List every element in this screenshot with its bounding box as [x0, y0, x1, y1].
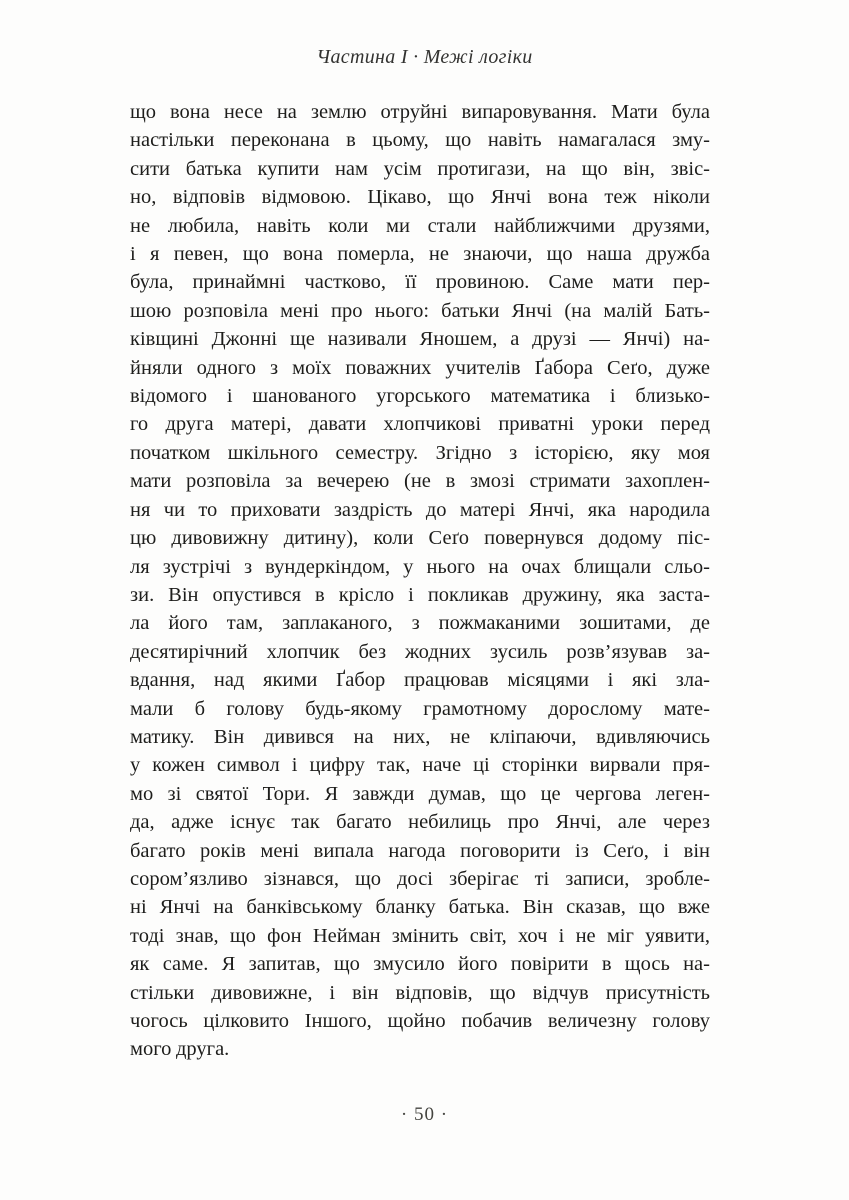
body-text-line: ня чи то приховати заздрість до матері Янчі, яка народила: [130, 498, 710, 521]
body-text-line: стільки дивовижне, і він відповів, що відчув присутність: [130, 981, 710, 1004]
body-text-line: вдання, над якими Ґабор працював місяцями і які зла-: [130, 669, 710, 692]
body-text-line: і я певен, що вона померла, не знаючи, що наша дружба: [130, 243, 710, 266]
body-text-line: ля зустрічі з вундеркіндом, у нього на очах блищали сльо-: [130, 555, 710, 578]
body-text-line: но, відповів відмовою. Цікаво, що Янчі вона теж ніколи: [130, 186, 710, 209]
body-text-line: шою розповіла мені про нього: батьки Янчі (на малій Бать-: [130, 299, 710, 322]
page-number: · 50 ·: [400, 1104, 449, 1125]
body-text-line: матику. Він дивився на них, не кліпаючи, вдивляючись: [130, 725, 710, 748]
body-text-line: як саме. Я запитав, що змусило його повірити в щось на-: [130, 953, 710, 976]
body-text-line: мо зі святої Тори. Я завжди думав, що це чергова леген-: [130, 782, 710, 805]
body-text: [130, 98, 710, 1064]
body-text-line: мати розповіла за вечерею (не в змозі стримати захоплен-: [130, 470, 710, 493]
body-text-line: настільки переконана в цьому, що навіть намагалася зму-: [130, 129, 710, 152]
body-text-line: йняли одного з моїх поважних учителів Ґабора Сеґо, дуже: [130, 356, 710, 379]
body-text-line: зи. Він опустився в крісло і покликав дружину, яка заста-: [130, 583, 710, 606]
body-text-line: у кожен символ і цифру так, наче ці сторінки вирвали пря-: [130, 754, 710, 777]
body-text-line: багато років мені випала нагода поговорити із Сеґо, і він: [130, 839, 710, 862]
body-text-line: не любила, навіть коли ми стали найближчими друзями,: [130, 214, 710, 237]
body-text-line: десятирічний хлопчик без жодних зусиль розв’язував за-: [130, 640, 710, 663]
body-text-line: го друга матері, давати хлопчикові приватні уроки перед: [130, 413, 710, 436]
body-text-line: да, адже існує так багато небилиць про Янчі, але через: [130, 811, 710, 834]
body-text-line: мали б голову будь-якому грамотному дорослому мате-: [130, 697, 710, 720]
body-text-line: відомого і шанованого угорського математика і близько-: [130, 385, 710, 408]
body-text-line: чогось цілковито Іншого, щойно побачив величезну голову: [130, 1010, 710, 1032]
body-text-line: сити батька купити нам усім протигази, на що він, звіс-: [130, 157, 710, 180]
body-text-line: ла його там, заплаканого, з пожмаканими зошитами, де: [130, 612, 710, 635]
body-text-line: ківщині Джонні ще називали Яношем, а друзі — Янчі) на-: [130, 328, 710, 351]
body-text-line: тоді знав, що фон Нейман змінить світ, хоч і не міг уявити,: [130, 924, 710, 947]
body-text-line: що вона несе на землю отруйні випаровування. Мати була: [130, 101, 710, 123]
body-text-line: сором’язливо зізнався, що досі зберігає ті записи, зробле-: [130, 867, 710, 890]
running-header: Частина I · Межі логіки: [316, 46, 533, 68]
body-text-line: була, принаймні частково, її провиною. Саме мати пер-: [130, 271, 710, 294]
body-text-line: цю дивовижну дитину), коли Сеґо повернувся додому піс-: [130, 527, 710, 550]
body-text-line: ні Янчі на банківському бланку батька. Він сказав, що вже: [130, 896, 710, 919]
body-text-line: початком шкільного семестру. Згідно з історією, яку моя: [130, 441, 710, 464]
body-text-line: мого друга.: [130, 1038, 230, 1061]
